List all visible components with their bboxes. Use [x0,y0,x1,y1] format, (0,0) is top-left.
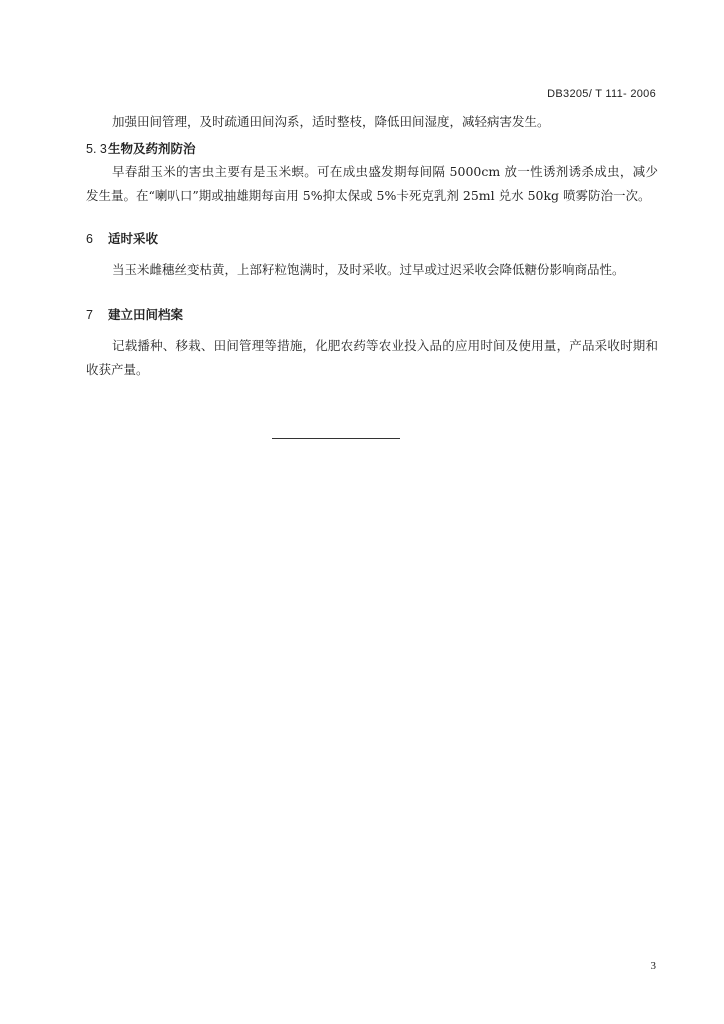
section-number: 7 [86,308,93,322]
section-number: 5. 3 [86,142,107,156]
page-number: 3 [650,960,656,972]
intro-paragraph: 加强田间管理，及时疏通田间沟系，适时整枝，降低田间湿度，减轻病害发生。 [112,114,550,129]
section-5-3-heading [86,139,196,157]
standard-code: DB3205/ T 111- 2006 [547,88,656,100]
section-6-heading [86,229,158,247]
section-title: 适时采收 [108,231,159,246]
section-title: 生物及药剂防治 [108,141,196,156]
end-of-document-rule [272,438,400,439]
section-title: 建立田间档案 [108,307,184,322]
section-5-3-paragraph: 早春甜玉米的害虫主要有是玉米螟。可在成虫盛发期每间隔 5000cm 放一性诱剂诱杀成虫，减少发生量。在“喇叭口”期或抽雄期每亩用 5%抑太保或 5%卡死克乳剂 25ml 兑水 50kg 喷雾防治一次。 [86,164,658,203]
section-7-paragraph: 记载播种、移栽、田间管理等措施，化肥农药等农业投入品的应用时间及使用量，产品采收时期和收获产量。 [86,338,658,377]
section-number: 6 [86,232,93,246]
section-7-heading [86,305,183,323]
section-6-paragraph: 当玉米雌穗丝变枯黄，上部籽粒饱满时，及时采收。过早或过迟采收会降低糖份影响商品性。 [112,262,625,277]
